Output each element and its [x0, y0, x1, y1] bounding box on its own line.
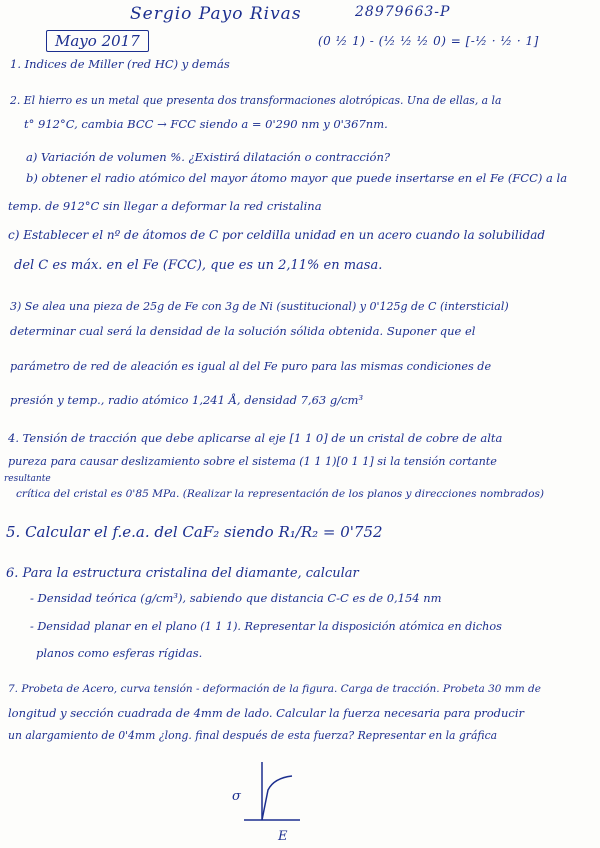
margin-calculation: (0 ½ 1) - (½ ½ ½ 0) = [-½ · ½ · 1] [318, 34, 539, 48]
student-name: Sergio Payo Rivas [130, 4, 302, 24]
question-6-line-1: 6. Para la estructura cristalina del diamante, calcular [6, 566, 359, 581]
question-7-line-2: longitud y sección cuadrada de 4mm de lado. Calcular la fuerza necesaria para producir [8, 706, 525, 720]
question-4-insert-note: resultante [4, 474, 51, 484]
question-2-line-1: 2. El hierro es un metal que presenta dos transformaciones alotrópicas. Una de ellas, a la [10, 94, 502, 107]
question-2-part-b-line-1: b) obtener el radio atómico del mayor átomo mayor que puede insertarse en el Fe (FCC) a la [26, 171, 568, 185]
question-2-part-b-line-2: temp. de 912°C sin llegar a deformar la red cristalina [8, 199, 322, 213]
question-2-part-c-line-2: del C es máx. en el Fe (FCC), que es un 2,11% en masa. [14, 258, 383, 273]
question-2-line-2: t° 912°C, cambia BCC → FCC siendo a = 0'290 nm y 0'367nm. [24, 117, 388, 131]
question-3-line-4: presión y temp., radio atómico 1,241 Å, densidad 7,63 g/cm³ [10, 393, 364, 407]
exam-date: Mayo 2017 [46, 30, 149, 52]
question-2-part-a: a) Variación de volumen %. ¿Existirá dilatación o contracción? [26, 150, 391, 164]
question-6-item-2: - Densidad planar en el plano (1 1 1). Representar la disposición atómica en dichos [30, 620, 502, 633]
stress-strain-curve [262, 776, 292, 820]
question-3-line-1: 3) Se alea una pieza de 25g de Fe con 3g de Ni (sustitucional) y 0'125g de C (intersticial) [10, 300, 509, 313]
question-3-line-2: determinar cual será la densidad de la solución sólida obtenida. Suponer que el [10, 324, 476, 338]
question-6-item-2-continued: planos como esferas rígidas. [36, 646, 203, 660]
question-4-line-2: pureza para causar deslizamiento sobre el sistema (1 1 1)[0 1 1] si la tensión cortante [8, 455, 497, 468]
question-4-line-1: 4. Tensión de tracción que debe aplicarse al eje [1 1 0] de un cristal de cobre de alta [8, 431, 503, 445]
question-1: 1. Indices de Miller (red HC) y demás [10, 57, 230, 71]
y-axis-label: σ [232, 789, 241, 804]
x-axis-label: E [278, 829, 288, 844]
question-3-line-3: parámetro de red de aleación es igual al del Fe puro para las mismas condiciones de [10, 360, 492, 373]
student-id: 28979663-P [355, 4, 451, 20]
question-7-line-3: un alargamiento de 0'4mm ¿long. final después de esta fuerza? Representar en la gráfica [8, 729, 498, 742]
question-7-line-1: 7. Probeta de Acero, curva tensión - deformación de la figura. Carga de tracción. Probeta 30 mm de [8, 683, 541, 695]
stress-strain-sketch [222, 760, 312, 845]
question-6-item-1: - Densidad teórica (g/cm³), sabiendo que distancia C-C es de 0,154 nm [30, 591, 442, 605]
question-5: 5. Calcular el f.e.a. del CaF₂ siendo R₁/R₂ = 0'752 [6, 523, 383, 541]
question-2-part-c-line-1: c) Establecer el nº de átomos de C por celdilla unidad en un acero cuando la solubilidad [8, 228, 546, 242]
question-4-line-3: crítica del cristal es 0'85 MPa. (Realizar la representación de los planos y direcciones nombrados) [16, 488, 545, 500]
